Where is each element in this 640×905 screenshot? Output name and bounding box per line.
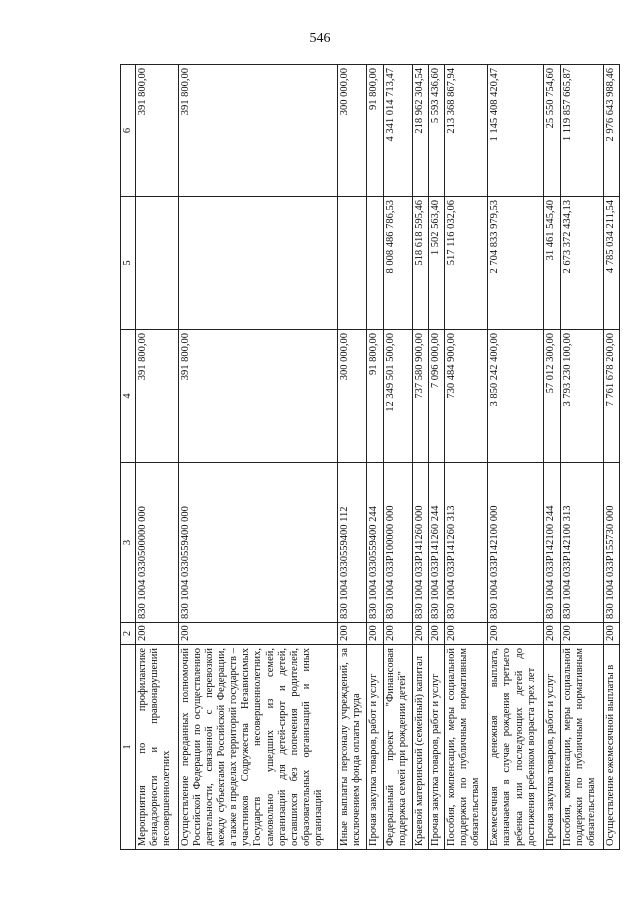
amount-cell (136, 197, 179, 330)
amount-cell: 517 116 032,06 (445, 197, 488, 330)
code-cell: 200 (445, 623, 488, 645)
code-cell: 200 (560, 623, 603, 645)
column-header: 4 (121, 330, 136, 463)
code-cell: 200 (179, 623, 338, 645)
classification-cell: 830 1004 033P142100 313 (560, 463, 603, 623)
amount-cell: 91 800,00 (367, 330, 383, 463)
code-cell: 200 (338, 623, 367, 645)
item-name-cell: Ежемесячная денежная выплата, назначаемая в случае рождения третьего ребенка или последующих детей до достижения ребенком возраста трех лет (488, 645, 544, 850)
table-row (488, 65, 544, 850)
amount-cell: 300 000,00 (338, 65, 367, 197)
amount-cell (338, 197, 367, 330)
amount-cell: 7 096 000,00 (429, 330, 445, 463)
classification-cell: 830 1004 033P141260 313 (445, 463, 488, 623)
amount-cell: 3 793 230 100,00 (560, 330, 603, 463)
code-cell: 200 (136, 623, 179, 645)
amount-cell: 3 850 242 400,00 (488, 330, 544, 463)
item-name-cell: Осуществление ежемесячной выплаты в (603, 645, 619, 850)
code-cell: 200 (544, 623, 560, 645)
item-name-cell: Федеральный проект "Финансовая поддержка семей при рождении детей" (383, 645, 412, 850)
table-row (383, 65, 412, 850)
amount-cell: 57 012 300,00 (544, 330, 560, 463)
column-header: 3 (121, 463, 136, 623)
amount-cell: 1 502 563,40 (429, 197, 445, 330)
amount-cell: 91 800,00 (367, 65, 383, 197)
code-cell: 200 (488, 623, 544, 645)
column-header: 2 (121, 623, 136, 645)
amount-cell: 2 673 372 434,13 (560, 197, 603, 330)
table-row (136, 65, 179, 850)
amount-cell: 391 800,00 (136, 65, 179, 197)
amount-cell: 4 785 034 211,54 (603, 197, 619, 330)
amount-cell: 31 461 545,40 (544, 197, 560, 330)
amount-cell: 737 580 900,00 (412, 330, 428, 463)
classification-cell: 830 1004 033P100000 000 (383, 463, 412, 623)
table-row (603, 65, 619, 850)
amount-cell: 5 593 436,60 (429, 65, 445, 197)
column-header: 1 (121, 645, 136, 850)
item-name-cell: Мероприятия по профилактике безнадзорности и правонарушений несовершеннолетних (136, 645, 179, 850)
amount-cell: 213 368 867,94 (445, 65, 488, 197)
table-row (429, 65, 445, 850)
item-name-cell: Пособия, компенсации, меры социальной поддержки по публичным нормативным обязательствам (445, 645, 488, 850)
classification-cell: 830 1004 033P141260 000 (412, 463, 428, 623)
amount-cell: 730 484 900,00 (445, 330, 488, 463)
item-name-cell: Пособия, компенсации, меры социальной поддержки по публичным нормативным обязательствам (560, 645, 603, 850)
code-cell: 200 (603, 623, 619, 645)
amount-cell: 4 341 014 713,47 (383, 65, 412, 197)
amount-cell: 7 761 678 200,00 (603, 330, 619, 463)
item-name-cell: Осуществление переданных полномочий Российской Федерации по осуществлению деятельности, связанной с перевозкой между субъектами Российской Федерации, а также в пределах территорий государств – участников Содружества Независимых Государств несовершеннолетних, самовольно ушедших из семей, организаций для детей-сирот и детей, оставшихся без попечения родителей, образовательных организаций и иных организаций (179, 645, 338, 850)
table-row (338, 65, 367, 850)
budget-table-container (120, 65, 620, 850)
code-cell: 200 (429, 623, 445, 645)
amount-cell (367, 197, 383, 330)
table-row (544, 65, 560, 850)
table-row (367, 65, 383, 850)
code-cell: 200 (412, 623, 428, 645)
amount-cell: 2 976 643 988,46 (603, 65, 619, 197)
code-cell: 200 (367, 623, 383, 645)
amount-cell: 1 145 408 420,47 (488, 65, 544, 197)
column-header: 5 (121, 197, 136, 330)
table-row (179, 65, 338, 850)
amount-cell: 391 800,00 (179, 330, 338, 463)
item-name-cell: Прочая закупка товаров, работ и услуг (429, 645, 445, 850)
amount-cell: 2 704 833 979,53 (488, 197, 544, 330)
classification-cell: 830 1004 0330559400 244 (367, 463, 383, 623)
classification-cell: 830 1004 0330500000 000 (136, 463, 179, 623)
amount-cell: 391 800,00 (179, 65, 338, 197)
amount-cell (179, 197, 338, 330)
budget-table (120, 64, 620, 850)
table-row (560, 65, 603, 850)
item-name-cell: Краевой материнский (семейный) капитал (412, 645, 428, 850)
page-number: 546 (309, 31, 331, 46)
code-cell: 200 (383, 623, 412, 645)
amount-cell: 1 119 857 665,87 (560, 65, 603, 197)
table-row (412, 65, 428, 850)
item-name-cell: Иные выплаты персоналу учреждений, за исключением фонда оплаты труда (338, 645, 367, 850)
amount-cell: 218 962 304,54 (412, 65, 428, 197)
classification-cell: 830 1004 033P142100 244 (544, 463, 560, 623)
column-header: 6 (121, 65, 136, 197)
amount-cell: 12 349 501 500,00 (383, 330, 412, 463)
item-name-cell: Прочая закупка товаров, работ и услуг (544, 645, 560, 850)
amount-cell: 25 550 754,60 (544, 65, 560, 197)
classification-cell: 830 1004 0330559400 000 (179, 463, 338, 623)
classification-cell: 830 1004 033P155730 000 (603, 463, 619, 623)
header-row (121, 65, 136, 850)
classification-cell: 830 1004 0330559400 112 (338, 463, 367, 623)
amount-cell: 518 618 595,46 (412, 197, 428, 330)
table-row (445, 65, 488, 850)
amount-cell: 300 000,00 (338, 330, 367, 463)
amount-cell: 8 008 486 786,53 (383, 197, 412, 330)
item-name-cell: Прочая закупка товаров, работ и услуг (367, 645, 383, 850)
classification-cell: 830 1004 033P142100 000 (488, 463, 544, 623)
amount-cell: 391 800,00 (136, 330, 179, 463)
classification-cell: 830 1004 033P141260 244 (429, 463, 445, 623)
